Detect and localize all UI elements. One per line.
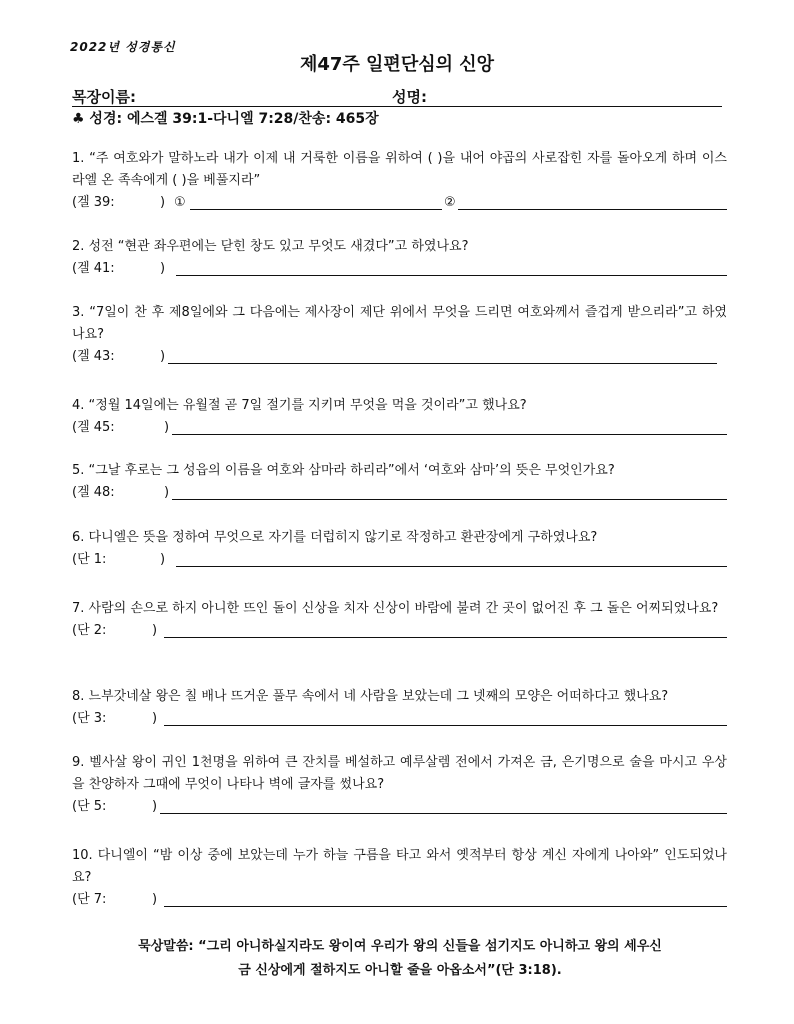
answer-line[interactable] <box>164 906 727 907</box>
bible-reading: ♣ 성경: 에스겔 39:1-다니엘 7:28/찬송: 465장 <box>72 111 379 127</box>
meditation-line-2: 금 신상에게 절하지도 아니할 줄을 아옵소서”(단 3:18). <box>238 963 562 978</box>
question-9 <box>72 752 727 818</box>
scripture-ref: (겔 48: <box>72 485 115 500</box>
answer-line[interactable] <box>164 637 727 638</box>
question-text: 9. 벨사살 왕이 귀인 1천명을 위하여 큰 잔치를 베설하고 예루살렘 전에서 가져온 금, 은기명으로 술을 마시고 우상을 찬양하자 그때에 무엇이 나타나 벽에 글자를 썼나요? <box>72 755 727 792</box>
question-text: 4. “정월 14일에는 유월절 곧 7일 절기를 지키며 무엇을 먹을 것이라”고 했나요? <box>72 398 527 413</box>
answer-line[interactable] <box>176 566 727 567</box>
scripture-ref: (겔 39: <box>72 195 115 210</box>
answer-row <box>72 549 727 571</box>
question-text: 1. “주 여호와가 말하노라 내가 이제 내 거룩한 이름을 위하여 ( )을 내어 야곱의 사로잡힌 자를 돌아오게 하며 이스라엘 온 족속에게 ( )을 베풀지라” <box>72 151 727 188</box>
scripture-ref: (겔 41: <box>72 261 115 276</box>
close-paren: ) <box>152 892 158 907</box>
answer-mark-1: ① <box>174 195 186 210</box>
question-10 <box>72 845 727 911</box>
question-text: 5. “그날 후로는 그 성읍의 이름을 여호와 삼마라 하리라”에서 ‘여호와 삼마’의 뜻은 무엇인가요? <box>72 463 615 478</box>
scripture-ref: (단 5: <box>72 799 107 814</box>
close-paren: ) <box>152 623 158 638</box>
question-text: 8. 느부갓네살 왕은 칠 배나 뜨거운 풀무 속에서 네 사람을 보았는데 그 넷째의 모양은 어떠하다고 했나요? <box>72 689 669 704</box>
answer-line[interactable] <box>172 499 727 500</box>
scripture-ref: (겔 45: <box>72 420 115 435</box>
close-paren: ) <box>160 261 166 276</box>
question-6 <box>72 527 727 571</box>
answer-row <box>72 708 727 730</box>
answer-row <box>72 258 727 280</box>
answer-line[interactable] <box>172 434 727 435</box>
answer-line[interactable] <box>176 275 727 276</box>
question-text: 7. 사람의 손으로 하지 아니한 뜨인 돌이 신상을 치자 신상이 바람에 불려 간 곳이 없어진 후 그 돌은 어찌되었나요? <box>72 601 719 616</box>
answer-row <box>72 417 727 439</box>
question-text: 2. 성전 “현관 좌우편에는 닫힌 창도 있고 무엇도 새겼다”고 하였나요? <box>72 239 469 254</box>
header-divider <box>72 106 722 107</box>
question-text: 6. 다니엘은 뜻을 정하여 무엇으로 자기를 더럽히지 않기로 작정하고 환관장에게 구하였나요? <box>72 530 598 545</box>
close-paren: ) <box>160 349 166 364</box>
close-paren: ) <box>164 420 170 435</box>
scripture-ref: (겔 43: <box>72 349 115 364</box>
question-1 <box>72 148 727 214</box>
close-paren: ) <box>152 799 158 814</box>
close-paren: ) <box>160 552 166 567</box>
scripture-ref: (단 1: <box>72 552 107 567</box>
answer-row <box>72 889 727 911</box>
header-row <box>72 86 722 106</box>
question-3 <box>72 302 727 368</box>
question-4 <box>72 395 727 439</box>
scripture-ref: (단 3: <box>72 711 107 726</box>
question-text: 3. “7일이 찬 후 제8일에와 그 다음에는 제사장이 제단 위에서 무엇을 드리면 여호와께서 즐겁게 받으리라”고 하였나요? <box>72 305 727 342</box>
question-2 <box>72 236 727 280</box>
answer-row <box>72 620 727 642</box>
question-8 <box>72 686 727 730</box>
question-5 <box>72 460 727 504</box>
answer-line[interactable] <box>190 209 727 210</box>
answer-line[interactable] <box>164 725 727 726</box>
question-7 <box>72 598 727 642</box>
answer-row <box>72 482 727 504</box>
scripture-ref: (단 7: <box>72 892 107 907</box>
answer-row <box>72 346 727 368</box>
pastor-label: 목장이름: <box>72 88 136 106</box>
page-title: 제47주 일편단심의 신앙 <box>299 54 495 75</box>
answer-row <box>72 796 727 818</box>
meditation-line-1: 묵상말씀: “그리 아니하실지라도 왕이여 우리가 왕의 신들을 섬기지도 아니하고 왕의 세우신 <box>138 939 662 954</box>
close-paren: ) <box>164 485 170 500</box>
scripture-ref: (단 2: <box>72 623 107 638</box>
answer-row <box>72 192 727 214</box>
question-text: 10. 다니엘이 “밤 이상 중에 보았는데 누가 하늘 구름을 타고 와서 옛적부터 항상 계신 자에게 나아와” 인도되었나요? <box>72 848 727 885</box>
meditation-verse <box>80 935 720 983</box>
corner-note: 2022년 성경통신 <box>70 40 176 54</box>
answer-mark-2: ② <box>442 192 458 214</box>
name-label: 성명: <box>392 88 427 106</box>
close-paren: ) <box>152 711 158 726</box>
answer-line[interactable] <box>168 363 717 364</box>
close-paren: ) <box>160 195 166 210</box>
answer-line[interactable] <box>160 813 727 814</box>
